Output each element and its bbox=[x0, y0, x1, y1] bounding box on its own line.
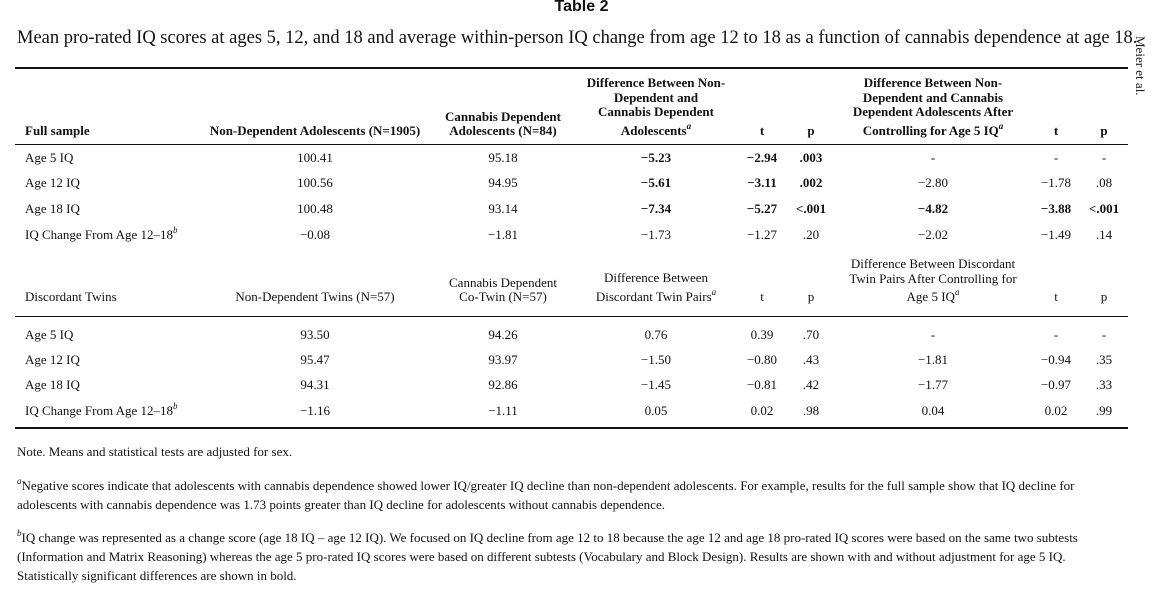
tw-row-1-t-text: −0.80 bbox=[746, 352, 778, 367]
tw-row-3-diff bbox=[576, 403, 736, 418]
fs-row-0-nondep-text: 100.41 bbox=[297, 150, 333, 165]
tw-header-t-text: t bbox=[760, 289, 764, 304]
fs-header-t bbox=[736, 123, 788, 138]
tw-row-2-p2-text: .33 bbox=[1095, 377, 1113, 392]
fs-row-0-adj bbox=[834, 150, 1032, 165]
tw-row-3-label-footnote-mark: b bbox=[173, 401, 178, 411]
fs-header-diff-3-text: Cannabis Dependent bbox=[598, 104, 714, 119]
twins-header-rule bbox=[15, 316, 1128, 317]
fs-row-2-t2-text: −3.88 bbox=[1040, 201, 1072, 216]
fs-row-2-p2-text: <.001 bbox=[1088, 201, 1120, 216]
fs-header-t2-text: t bbox=[1053, 123, 1059, 138]
tw-row-0-nondep bbox=[200, 327, 430, 342]
fs-row-0-adj-text: - bbox=[930, 150, 936, 165]
tw-row-1-adj-text: −1.81 bbox=[917, 352, 949, 367]
tw-header-t bbox=[736, 289, 788, 304]
fs-row-3-p-text: .20 bbox=[802, 227, 820, 242]
fs-row-2-adj bbox=[834, 201, 1032, 216]
fs-header-adj-3-text: Dependent Adolescents After bbox=[852, 104, 1014, 119]
tw-row-2-label-text: Age 18 IQ bbox=[25, 377, 80, 392]
fs-row-2-t bbox=[736, 201, 788, 216]
tw-row-0-label-text: Age 5 IQ bbox=[25, 327, 74, 342]
fs-row-1-nondep bbox=[200, 175, 430, 190]
tw-header-adj-1 bbox=[834, 256, 1032, 271]
fs-row-0-p-text: .003 bbox=[799, 150, 823, 165]
fs-header-adj-3 bbox=[834, 104, 1032, 119]
fs-header-adj-4 bbox=[834, 123, 1032, 138]
tw-row-1-p-text: .43 bbox=[802, 352, 820, 367]
fs-row-3-t2-text: −1.49 bbox=[1040, 227, 1072, 242]
tw-row-3-t-text: 0.02 bbox=[750, 403, 774, 418]
fs-row-1-label bbox=[25, 175, 80, 190]
tw-row-0-diff-text: 0.76 bbox=[644, 327, 668, 342]
fs-row-3-p bbox=[788, 227, 834, 242]
tw-row-3-p2-text: .99 bbox=[1095, 403, 1113, 418]
fs-row-2-nondep-text: 100.48 bbox=[297, 201, 333, 216]
tw-row-0-t bbox=[736, 327, 788, 342]
fs-row-3-p2 bbox=[1080, 227, 1128, 242]
fs-row-1-diff bbox=[576, 175, 736, 190]
tw-row-2-dep bbox=[430, 377, 576, 392]
tw-row-0-t2 bbox=[1032, 327, 1080, 342]
tw-row-0-nondep-text: 93.50 bbox=[300, 327, 330, 342]
tw-row-1-nondep bbox=[200, 352, 430, 367]
tw-row-0-adj bbox=[834, 327, 1032, 342]
header-rule bbox=[15, 144, 1128, 145]
fs-row-1-p-text: .002 bbox=[799, 175, 823, 190]
fs-header-adj-2-text: Dependent and Cannabis bbox=[862, 90, 1004, 105]
top-rule bbox=[15, 67, 1128, 69]
tw-row-3-nondep-text: −1.16 bbox=[299, 403, 331, 418]
fs-row-3-t bbox=[736, 227, 788, 242]
fs-row-1-t bbox=[736, 175, 788, 190]
tw-row-1-label-text: Age 12 IQ bbox=[25, 352, 80, 367]
tw-row-2-dep-text: 92.86 bbox=[488, 377, 518, 392]
fs-row-3-label-footnote-mark: b bbox=[173, 225, 178, 235]
footnote-b-mark: b bbox=[17, 528, 22, 538]
fs-row-2-diff bbox=[576, 201, 736, 216]
fs-row-3-adj-text: −2.02 bbox=[917, 227, 949, 242]
fs-header-dep-2-text: Adolescents (N=84) bbox=[449, 123, 557, 138]
fs-row-3-diff-text: −1.73 bbox=[640, 227, 672, 242]
fs-row-1-nondep-text: 100.56 bbox=[297, 175, 333, 190]
tw-header-label-text: Discordant Twins bbox=[25, 289, 117, 304]
tw-header-p bbox=[788, 289, 834, 304]
fs-row-1-adj bbox=[834, 175, 1032, 190]
tw-header-diff-1-text: Difference Between bbox=[603, 270, 709, 285]
tw-header-p2-text: p bbox=[1100, 289, 1108, 304]
fs-header-nondep bbox=[200, 123, 430, 138]
fs-row-2-p2 bbox=[1080, 201, 1128, 216]
fs-header-p bbox=[788, 123, 834, 138]
fs-header-diff-2-text: Dependent and bbox=[613, 90, 699, 105]
fs-row-0-diff-text: −5.23 bbox=[640, 150, 672, 165]
fs-header-adj-1-text: Difference Between Non- bbox=[863, 75, 1003, 90]
fs-row-2-dep-text: 93.14 bbox=[488, 201, 518, 216]
tw-row-3-dep bbox=[430, 403, 576, 418]
fs-row-2-t2 bbox=[1032, 201, 1080, 216]
fs-row-1-diff-text: −5.61 bbox=[640, 175, 672, 190]
tw-row-1-diff bbox=[576, 352, 736, 367]
fs-row-1-adj-text: −2.80 bbox=[917, 175, 949, 190]
fs-header-diff-4-footnote-mark: a bbox=[686, 121, 692, 131]
tw-row-2-adj bbox=[834, 377, 1032, 392]
fs-row-0-dep bbox=[430, 150, 576, 165]
tw-row-0-adj-text: - bbox=[930, 327, 936, 342]
table-label: Table 2 bbox=[554, 0, 609, 15]
bottom-rule bbox=[15, 427, 1128, 429]
tw-row-2-adj-text: −1.77 bbox=[917, 377, 949, 392]
fs-header-diff-1-text: Difference Between Non- bbox=[586, 75, 726, 90]
tw-header-nondep bbox=[200, 289, 430, 304]
fs-header-adj-2 bbox=[834, 90, 1032, 105]
tw-row-3-t2 bbox=[1032, 403, 1080, 418]
tw-row-2-t bbox=[736, 377, 788, 392]
fs-row-0-label-text: Age 5 IQ bbox=[25, 150, 74, 165]
fs-header-t-text: t bbox=[759, 123, 765, 138]
fs-header-diff-4-text: Adolescents bbox=[620, 123, 687, 138]
fs-header-dep-1 bbox=[430, 109, 576, 124]
fs-header-dep-1-text: Cannabis Dependent bbox=[445, 109, 561, 124]
table-caption: Mean pro-rated IQ scores at ages 5, 12, and 18 and average within-person IQ change from age 12 to 18 as a function of cannabis dependence at age 18. bbox=[17, 28, 1138, 48]
footnote-a-mark: a bbox=[17, 476, 22, 486]
fs-row-0-dep-text: 95.18 bbox=[488, 150, 518, 165]
tw-row-1-p2 bbox=[1080, 352, 1128, 367]
tw-row-2-t2 bbox=[1032, 377, 1080, 392]
tw-header-adj-2-text: Twin Pairs After Controlling for bbox=[849, 271, 1017, 286]
tw-row-1-p bbox=[788, 352, 834, 367]
tw-row-0-p bbox=[788, 327, 834, 342]
tw-row-3-adj-text: 0.04 bbox=[921, 403, 945, 418]
fs-row-1-p2 bbox=[1080, 175, 1128, 190]
fs-row-1-t-text: −3.11 bbox=[747, 175, 777, 190]
fs-header-t2 bbox=[1032, 123, 1080, 138]
tw-header-p-text: p bbox=[807, 289, 815, 304]
tw-header-dep-1-text: Cannabis Dependent bbox=[449, 275, 557, 290]
fs-row-2-diff-text: −7.34 bbox=[640, 201, 672, 216]
tw-header-p2 bbox=[1080, 289, 1128, 304]
tw-row-1-dep bbox=[430, 352, 576, 367]
running-header: Meier et al. bbox=[1133, 36, 1148, 96]
fs-row-2-dep bbox=[430, 201, 576, 216]
tw-row-3-dep-text: −1.11 bbox=[488, 403, 518, 418]
fs-header-adj-4-footnote-mark: a bbox=[998, 121, 1004, 131]
fs-row-2-t-text: −5.27 bbox=[746, 201, 778, 216]
fs-row-0-p2 bbox=[1080, 150, 1128, 165]
fs-row-1-dep-text: 94.95 bbox=[488, 175, 518, 190]
fs-row-0-t bbox=[736, 150, 788, 165]
footnote-a bbox=[17, 476, 1122, 514]
tw-header-diff-2-text: Discordant Twin Pairs bbox=[595, 289, 712, 304]
fs-header-diff-4 bbox=[576, 123, 736, 138]
fs-row-3-diff bbox=[576, 227, 736, 242]
tw-row-1-nondep-text: 95.47 bbox=[300, 352, 330, 367]
tw-header-adj-3-footnote-mark: a bbox=[954, 287, 960, 297]
tw-row-0-diff bbox=[576, 327, 736, 342]
fs-row-3-t-text: −1.27 bbox=[746, 227, 778, 242]
tw-row-3-p bbox=[788, 403, 834, 418]
tw-row-3-label bbox=[25, 403, 178, 418]
fs-header-label-text: Full sample bbox=[25, 123, 90, 138]
footnote-b bbox=[17, 528, 1122, 585]
tw-row-3-label-text: IQ Change From Age 12–18 bbox=[25, 403, 174, 418]
fs-header-diff-2 bbox=[576, 90, 736, 105]
tw-header-dep-2-text: Co-Twin (N=57) bbox=[459, 289, 547, 304]
tw-row-1-p2-text: .35 bbox=[1095, 352, 1113, 367]
tw-row-2-label bbox=[25, 377, 80, 392]
fs-header-p2-text: p bbox=[1100, 123, 1108, 138]
tw-header-t2 bbox=[1032, 289, 1080, 304]
tw-row-1-t2-text: −0.94 bbox=[1040, 352, 1072, 367]
tw-header-dep-2 bbox=[430, 289, 576, 304]
fs-row-2-adj-text: −4.82 bbox=[917, 201, 949, 216]
fs-row-3-t2 bbox=[1032, 227, 1080, 242]
fs-row-1-dep bbox=[430, 175, 576, 190]
fs-row-0-t-text: −2.94 bbox=[746, 150, 778, 165]
tw-header-t2-text: t bbox=[1054, 289, 1058, 304]
fs-header-adj-1 bbox=[834, 75, 1032, 90]
tw-row-2-t-text: −0.81 bbox=[746, 377, 778, 392]
footnote-a-text: Negative scores indicate that adolescents with cannabis dependence showed lower IQ/greater IQ decline than non-dependent adolescents. For example, results for the full sample show that IQ decline for adolescents with cannabis dependence was 1.73 points greater than IQ decline for adolescents without cannabis dependence. bbox=[17, 478, 1075, 512]
tw-row-1-t bbox=[736, 352, 788, 367]
tw-header-adj-3 bbox=[834, 289, 1032, 304]
table-note: Note. Means and statistical tests are adjusted for sex. bbox=[17, 444, 293, 459]
fs-row-0-t2 bbox=[1032, 150, 1080, 165]
tw-row-0-p2 bbox=[1080, 327, 1128, 342]
fs-row-1-p2-text: .08 bbox=[1095, 175, 1113, 190]
tw-header-label bbox=[25, 289, 117, 304]
tw-row-1-dep-text: 93.97 bbox=[488, 352, 518, 367]
fs-header-p-text: p bbox=[807, 123, 815, 138]
fs-row-3-dep-text: −1.81 bbox=[487, 227, 519, 242]
tw-row-3-t bbox=[736, 403, 788, 418]
fs-row-0-diff bbox=[576, 150, 736, 165]
fs-header-label bbox=[25, 123, 90, 138]
tw-row-3-adj bbox=[834, 403, 1032, 418]
fs-row-3-dep bbox=[430, 227, 576, 242]
fs-header-dep-2 bbox=[430, 123, 576, 138]
fs-row-0-p2-text: - bbox=[1101, 150, 1107, 165]
tw-row-3-diff-text: 0.05 bbox=[644, 403, 668, 418]
tw-row-2-p bbox=[788, 377, 834, 392]
tw-header-adj-3-text: Age 5 IQ bbox=[906, 289, 955, 304]
fs-row-3-label bbox=[25, 227, 178, 242]
tw-row-2-nondep bbox=[200, 377, 430, 392]
fs-row-0-label bbox=[25, 150, 73, 165]
fs-row-1-t2-text: −1.78 bbox=[1040, 175, 1072, 190]
fs-row-2-p-text: <.001 bbox=[795, 201, 827, 216]
fs-header-diff-3 bbox=[576, 104, 736, 119]
tw-row-1-label bbox=[25, 352, 80, 367]
tw-header-dep-1 bbox=[430, 275, 576, 290]
tw-row-1-diff-text: −1.50 bbox=[640, 352, 672, 367]
fs-row-2-nondep bbox=[200, 201, 430, 216]
fs-row-1-p bbox=[788, 175, 834, 190]
tw-row-3-nondep bbox=[200, 403, 430, 418]
fs-header-nondep-text: Non-Dependent Adolescents (N=1905) bbox=[209, 123, 421, 138]
tw-row-0-p2-text: - bbox=[1101, 327, 1107, 342]
fs-header-adj-4-text: Controlling for Age 5 IQ bbox=[862, 123, 999, 138]
fs-row-3-nondep-text: −0.08 bbox=[299, 227, 331, 242]
fs-row-3-p2-text: .14 bbox=[1095, 227, 1113, 242]
tw-row-2-diff-text: −1.45 bbox=[640, 377, 672, 392]
tw-row-3-p-text: .98 bbox=[802, 403, 820, 418]
fs-row-0-p bbox=[788, 150, 834, 165]
tw-header-adj-2 bbox=[834, 271, 1032, 286]
tw-header-diff-1 bbox=[576, 270, 736, 285]
tw-row-0-label bbox=[25, 327, 73, 342]
fs-row-1-label-text: Age 12 IQ bbox=[25, 175, 80, 190]
footnote-b-text: IQ change was represented as a change score (age 18 IQ – age 12 IQ). We focused on IQ decline from age 12 to 18 because the age 12 and age 18 pro-rated IQ scores were based on the same two subtests (Information and Matrix Reasoning) whereas the age 5 pro-rated IQ scores were based on different subtests (Vocabulary and Block Design). Results are shown with and without adjustment for age 5 IQ. Statistically significant differences are shown in bold. bbox=[17, 530, 1078, 583]
fs-row-2-p bbox=[788, 201, 834, 216]
fs-header-diff-1 bbox=[576, 75, 736, 90]
fs-row-3-label-text: IQ Change From Age 12–18 bbox=[25, 227, 174, 242]
tw-row-0-dep bbox=[430, 327, 576, 342]
fs-row-3-adj bbox=[834, 227, 1032, 242]
fs-row-2-label bbox=[25, 201, 80, 216]
tw-row-0-dep-text: 94.26 bbox=[488, 327, 518, 342]
tw-row-2-t2-text: −0.97 bbox=[1040, 377, 1072, 392]
fs-header-p2 bbox=[1080, 123, 1128, 138]
tw-header-diff-2-footnote-mark: a bbox=[711, 287, 717, 297]
tw-row-2-diff bbox=[576, 377, 736, 392]
fs-row-0-t2-text: - bbox=[1053, 150, 1059, 165]
tw-row-1-t2 bbox=[1032, 352, 1080, 367]
tw-header-adj-1-text: Difference Between Discordant bbox=[850, 256, 1016, 271]
fs-row-0-nondep bbox=[200, 150, 430, 165]
tw-row-0-p-text: .70 bbox=[802, 327, 820, 342]
tw-row-3-t2-text: 0.02 bbox=[1044, 403, 1068, 418]
tw-header-nondep-text: Non-Dependent Twins (N=57) bbox=[235, 289, 395, 304]
tw-row-0-t-text: 0.39 bbox=[750, 327, 774, 342]
tw-header-diff-2 bbox=[576, 289, 736, 304]
fs-row-2-label-text: Age 18 IQ bbox=[25, 201, 80, 216]
tw-row-1-adj bbox=[834, 352, 1032, 367]
tw-row-2-p2 bbox=[1080, 377, 1128, 392]
fs-row-1-t2 bbox=[1032, 175, 1080, 190]
tw-row-2-p-text: .42 bbox=[802, 377, 820, 392]
tw-row-2-nondep-text: 94.31 bbox=[300, 377, 330, 392]
tw-row-3-p2 bbox=[1080, 403, 1128, 418]
tw-row-0-t2-text: - bbox=[1053, 327, 1059, 342]
fs-row-3-nondep bbox=[200, 227, 430, 242]
